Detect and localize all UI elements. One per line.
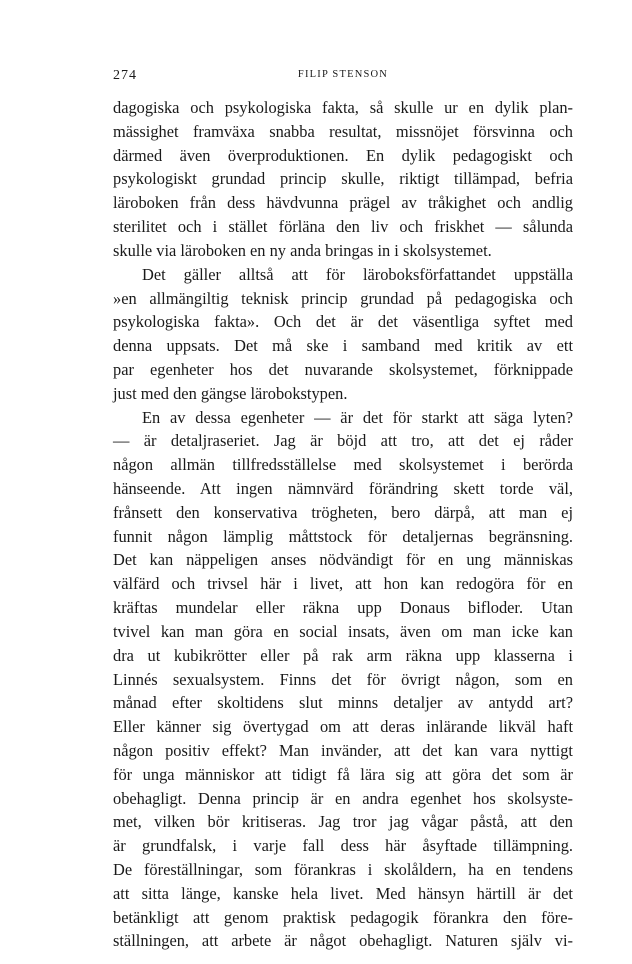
text-line: obehagligt. Denna princip är en andra egenhet hos skolsyste-	[113, 788, 573, 808]
text-line: månad efter skoltidens slut minns detaljer av antydd art?	[113, 693, 573, 713]
text-line: sterilitet och i stället förläna den liv och friskhet — sålunda	[113, 217, 573, 237]
text-line: hänseende. Att ingen nämnvärd förändring skett torde väl,	[113, 479, 573, 498]
text-line: betänkligt att genom praktisk pedagogik förankra den före-	[113, 907, 573, 927]
page-header	[113, 68, 573, 86]
page-number: 274	[113, 68, 137, 83]
text-line: Det kan näppeligen anses nödvändigt för en ung människas	[113, 550, 573, 570]
text-line: för unga människor att tidigt få lära sig att göra det som är	[113, 764, 573, 784]
text-line: välfärd och trivsel här i livet, att hon kan redogöra för en	[113, 574, 573, 594]
text-line: Linnés sexualsystem. Finns det för övrigt någon, som en	[113, 669, 573, 689]
text-line: »en allmängiltig teknisk princip grundad på pedagogiska och	[113, 288, 573, 308]
body-text	[113, 96, 573, 953]
text-line: dagogiska och psykologiska fakta, så skulle ur en dylik plan-	[113, 98, 573, 117]
text-line: denna uppsats. Det må ske i samband med kritik av ett	[113, 336, 573, 356]
text-line: skulle via läroboken en ny anda bringas in i skolsystemet.	[113, 240, 492, 260]
text-line: att sitta länge, kanske hela livet. Med hänsyn härtill är det	[113, 883, 573, 903]
text-line: någon allmän tillfredsställelse med skolsystemet i berörda	[113, 455, 573, 475]
text-line: — är detaljraseriet. Jag är böjd att tro, att det ej råder	[113, 431, 573, 451]
text-line: psykologiskt grundad princip skulle, riktigt tillämpad, befria	[113, 169, 573, 189]
text-line: Det gäller alltså att för läroboksförfattandet uppställa	[142, 264, 573, 284]
text-line: De föreställningar, som förankras i skolåldern, ha en tendens	[113, 860, 573, 879]
text-line: tvivel kan man göra en social insats, även om man icke kan	[113, 621, 573, 641]
text-line: frånsett den konservativa trögheten, bero därpå, att man ej	[113, 502, 573, 522]
running-head: FILIP STENSON	[297, 69, 389, 80]
text-line: mässighet framväxa snabba resultat, missnöjet försvinna och	[113, 121, 573, 141]
text-line: par egenheter hos det nuvarande skolsystemet, förknippade	[113, 359, 573, 379]
text-line: funnit någon lämplig måttstock för detaljernas begränsning.	[113, 526, 573, 546]
text-line: psykologiska fakta». Och det är det väsentliga syftet med	[113, 312, 573, 332]
text-line: just med den gängse lärobokstypen.	[113, 383, 348, 403]
text-line: är grundfalsk, i varje fall dess här åsyftade tillämpning.	[113, 836, 573, 856]
text-line: Eller känner sig övertygad om att deras inlärande likväl haft	[113, 717, 573, 737]
text-line: dra ut kubikrötter eller på rak arm räkna upp klasserna i	[113, 645, 573, 665]
text-line: läroboken från dess hävdvunna prägel av tråkighet och andlig	[113, 193, 573, 213]
text-line: met, vilken bör kritiseras. Jag tror jag vågar påstå, att den	[113, 812, 573, 832]
text-line: En av dessa egenheter — är det för starkt att säga lyten?	[142, 407, 573, 427]
text-line: därmed även överproduktionen. En dylik pedagogiskt och	[113, 145, 573, 165]
text-line: någon positiv effekt? Man invänder, att det kan vara nyttigt	[113, 740, 573, 760]
text-line: kräftas mundelar eller räkna upp Donaus bifloder. Utan	[113, 598, 573, 618]
text-line: ställningen, att arbete är något obehagligt. Naturen själv vi-	[113, 931, 573, 951]
